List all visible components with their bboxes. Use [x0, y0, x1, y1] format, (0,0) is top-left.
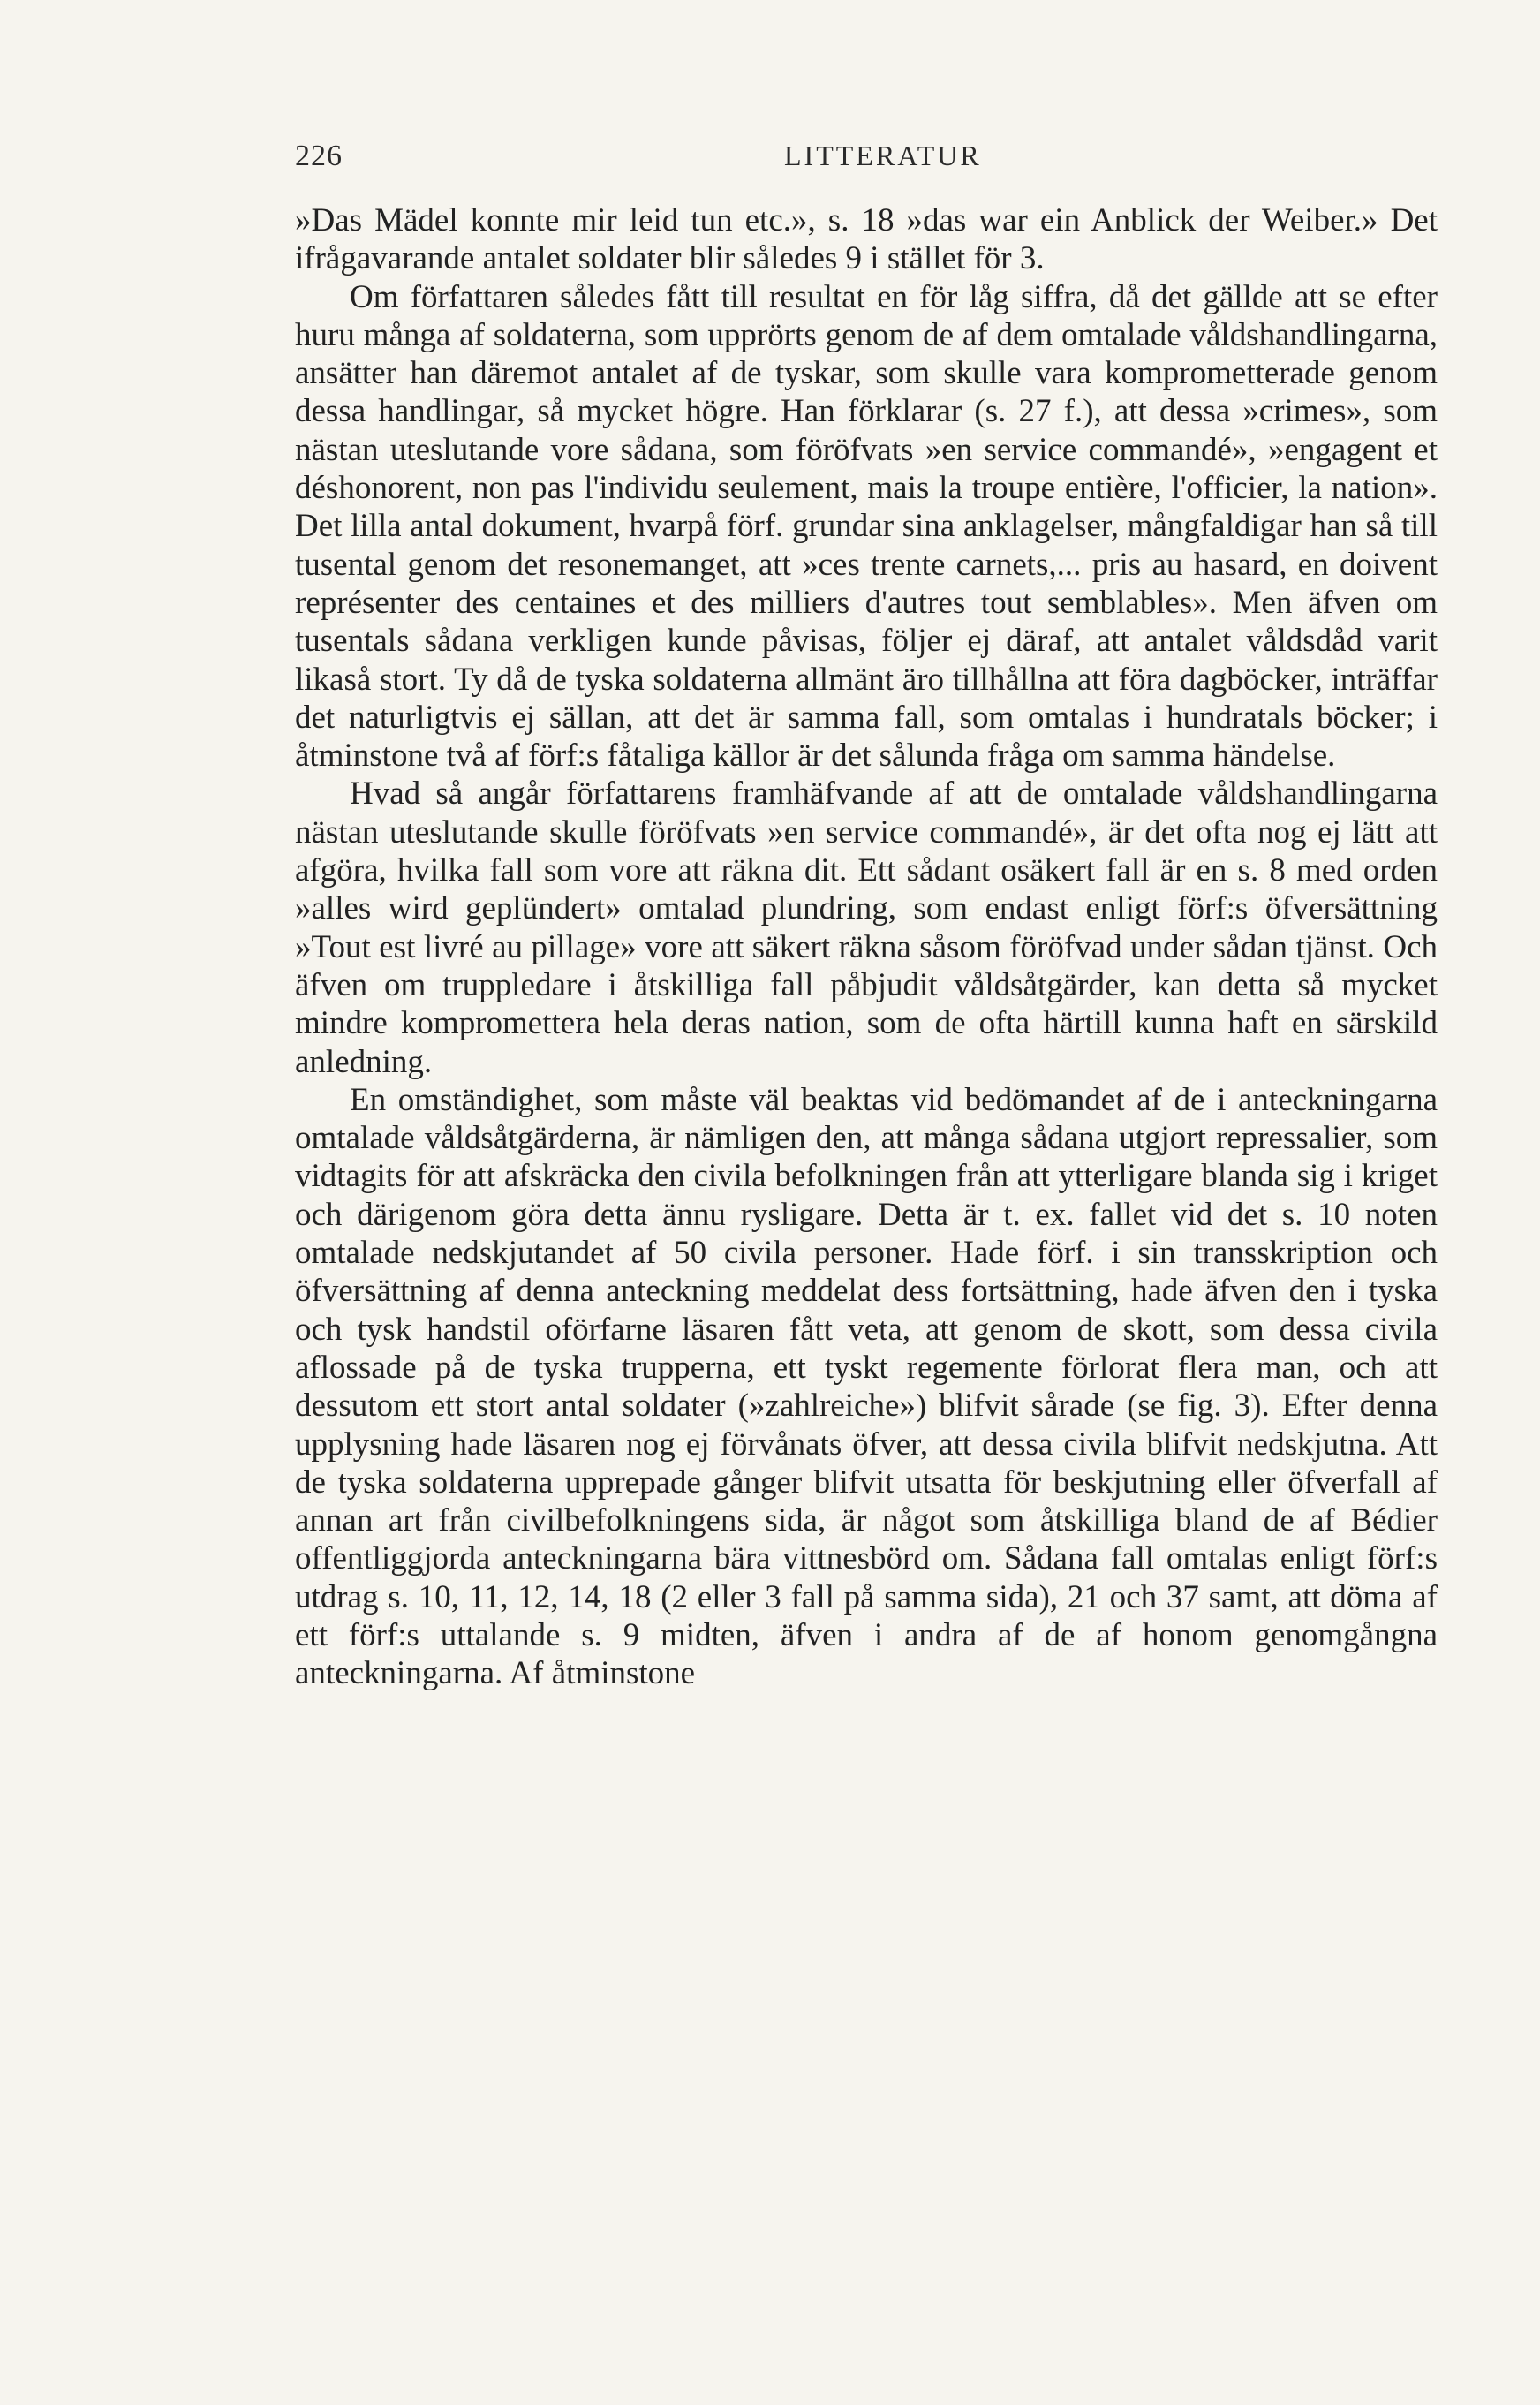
- paragraph-1: »Das Mädel konnte mir leid tun etc.», s. 18 »das war ein Anblick der Weiber.» Det ifrågavarande antalet soldater blir således 9 i stället för 3.: [295, 202, 1438, 277]
- page-header: [295, 140, 1438, 184]
- body-text: [295, 201, 1438, 1693]
- page-number: 226: [295, 140, 343, 172]
- paragraph-2: Om författaren således fått till resultat en för låg siffra, då det gällde att se efter huru många af soldaterna, som upprörts genom de af dem omtalade våldshandlingarna, ansätter han däremot antalet af de tyskar, som skulle vara komprometterade genom dessa handlingar, så mycket högre. Han förklarar (s. 27 f.), att dessa »crimes», som nästan uteslutande vore sådana, som föröfvats »en service commandé», »engagent et déshonorent, non pas l'individu seulement, mais la troupe entière, l'officier, la nation». Det lilla antal dokument, hvarpå förf. grundar sina anklagelser, mångfaldigar han så till tusental genom det resonemanget, att »ces trente carnets,... pris au hasard, en doivent représenter des centaines et des milliers d'autres tout semblables». Men äfven om tusentals sådana verkligen kunde påvisas, följer ej däraf, att antalet våldsdåd varit likaså stort. Ty då de tyska soldaterna allmänt äro tillhållna att föra dagböcker, inträffar det naturligtvis ej sällan, att det är samma fall, som omtalas i hundratals böcker; i åtminstone två af förf:s fåtaliga källor är det sålunda fråga om samma händelse.: [295, 278, 1438, 775]
- running-head: LITTERATUR: [784, 140, 982, 171]
- paragraph-3: Hvad så angår författarens framhäfvande af att de omtalade våldshandlingarna nästan uteslutande skulle föröfvats »en service commandé», är det ofta nog ej lätt att afgöra, hvilka fall som vore att räkna dit. Ett sådant osäkert fall är en s. 8 med orden »alles wird geplündert» omtalad plundring, som endast enligt förf:s öfversättning »Tout est livré au pillage» vore att säkert räkna såsom föröfvad under sådan tjänst. Och äfven om truppledare i åtskilliga fall påbjudit våldsåtgärder, kan detta så mycket mindre komprometterа hela deras nation, som de ofta härtill kunna haft en särskild anledning.: [295, 775, 1438, 1080]
- paragraph-4: En omständighet, som måste väl beaktas vid bedömandet af de i anteckningarna omtalade våldsåtgärderna, är nämligen den, att många sådana utgjort repressalier, som vidtagits för att afskräcka den civila befolkningen från att ytterligare blanda sig i kriget och därigenom göra detta ännu rysligare. Detta är t. ex. fallet vid det s. 10 noten omtalade nedskjutandet af 50 civila personer. Hade förf. i sin transskription och öfversättning af denna anteckning meddelat dess fortsättning, hade äfven den i tyska och tysk handstil oförfarne läsaren fått veta, att genom de skott, som dessa civila aflossade på de tyska trupperna, ett tyskt regemente förlorat flera man, och att dessutom ett stort antal soldater (»zahlreiche») blifvit sårade (se fig. 3). Efter denna upplysning hade läsaren nog ej förvånats öfver, att dessa civila blifvit nedskjutna. Att de tyska soldaterna upprepade gånger blifvit utsatta för beskjutning eller öfverfall af annan art från civilbefolkningens sida, är något som åtskilliga bland de af Bédier offentliggjorda anteckningarna bära vittnesbörd om. Sådana fall omtalas enligt förf:s utdrag s. 10, 11, 12, 14, 18 (2 eller 3 fall på samma sida), 21 och 37 samt, att döma af ett förf:s uttalande s. 9 midten, äfven i andra af de af honom genomgångna anteckningarna. Af åtminstone: [295, 1081, 1438, 1692]
